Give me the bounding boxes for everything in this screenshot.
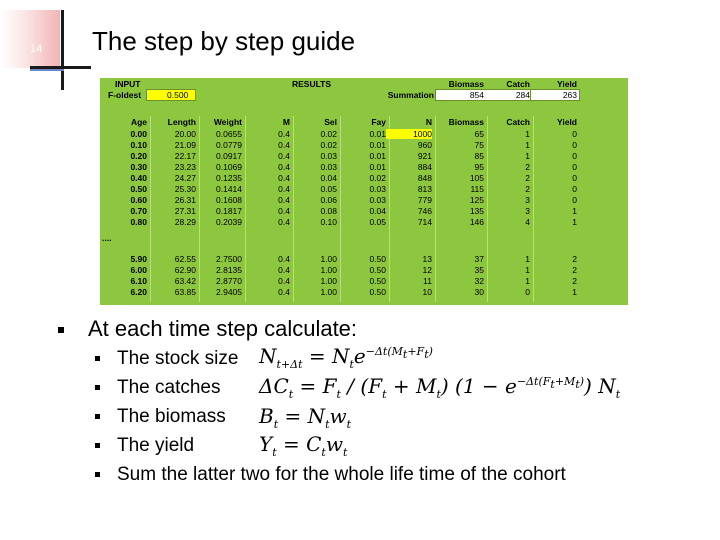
table-cell: 779 xyxy=(417,195,432,205)
yield-formula: $Y_t = C_tw_t$ xyxy=(259,432,348,459)
sub-bullet-marker xyxy=(95,472,100,477)
table-cell: 0.01 xyxy=(369,151,386,161)
title-accent-rule xyxy=(30,69,64,71)
table-cell: 1 xyxy=(572,217,577,227)
table-cell: 1 xyxy=(525,151,530,161)
table-cell: 24.27 xyxy=(174,173,196,183)
table-cell: 0.05 xyxy=(320,184,337,194)
table-cell: 13 xyxy=(422,254,432,264)
table-cell: 0.4 xyxy=(278,162,290,172)
table-cell: 813 xyxy=(417,184,432,194)
table-cell: 0.10 xyxy=(320,217,337,227)
table-cell: 0.1608 xyxy=(216,195,242,205)
table-cell: 2 xyxy=(525,184,530,194)
table-cell: 135 xyxy=(469,206,484,216)
table-cell: 1 xyxy=(525,276,530,286)
table-cell: 0.70 xyxy=(130,206,147,216)
table-cell: 0 xyxy=(525,287,530,297)
table-cell: 4 xyxy=(525,217,530,227)
bullet-biomass: The biomass xyxy=(117,406,226,427)
table-cell: 848 xyxy=(417,173,432,183)
table-cell: 0.4 xyxy=(278,195,290,205)
table-cell: 0.4 xyxy=(278,206,290,216)
table-cell: 0.03 xyxy=(369,195,386,205)
title-vertical-rule xyxy=(61,10,64,90)
table-cell: 0.50 xyxy=(369,254,386,264)
table-cell: 0.0917 xyxy=(216,151,242,161)
table-cell: 0 xyxy=(572,184,577,194)
summary-header-cell: Yield xyxy=(557,79,577,89)
table-cell: 12 xyxy=(422,265,432,275)
sub-bullet-marker xyxy=(95,414,100,419)
bullet-catches: The catches xyxy=(117,377,221,398)
table-cell: 0.10 xyxy=(130,140,147,150)
table-cell: 0.02 xyxy=(320,140,337,150)
table-cell: 0.4 xyxy=(278,140,290,150)
table-cell: 2 xyxy=(572,276,577,286)
table-cell: 0.50 xyxy=(369,265,386,275)
table-cell: 6.00 xyxy=(130,265,147,275)
table-cell: 0.01 xyxy=(369,162,386,172)
table-cell: 0.20 xyxy=(130,151,147,161)
table-cell: 0.04 xyxy=(320,173,337,183)
column-header-cell: Age xyxy=(130,117,147,127)
table-cell: 2 xyxy=(525,173,530,183)
table-cell: 0.4 xyxy=(278,276,290,286)
f-oldest-value: 0.500 xyxy=(147,90,195,100)
table-cell: 3 xyxy=(525,195,530,205)
bullet-sum: Sum the latter two for the whole life time of the cohort xyxy=(117,464,566,485)
table-cell: 30 xyxy=(474,287,484,297)
summary-value-cell: 284 xyxy=(515,90,530,100)
table-cell: 0.4 xyxy=(278,173,290,183)
table-cell: 0 xyxy=(572,162,577,172)
table-cell: 0.03 xyxy=(320,162,337,172)
table-cell: 0.1069 xyxy=(216,162,242,172)
table-cell: 884 xyxy=(417,162,432,172)
table-cell: 1.00 xyxy=(320,287,337,297)
bullet-yield: The yield xyxy=(117,435,195,456)
stock-size-formula: $N_{t+\Delta t} = N_te^{-\Delta t(M_t+F_t)}$ xyxy=(259,344,433,371)
table-cell: 1.00 xyxy=(320,276,337,286)
table-cell: 0.03 xyxy=(369,184,386,194)
table-cell: 0.06 xyxy=(320,195,337,205)
table-cell: 0.05 xyxy=(369,217,386,227)
table-cell: 0.80 xyxy=(130,217,147,227)
table-cell: 0.50 xyxy=(369,276,386,286)
table-cell: 2.8135 xyxy=(216,265,242,275)
column-header-cell: Sel xyxy=(324,117,337,127)
summary-value-cell: 854 xyxy=(469,90,484,100)
table-cell: 0.01 xyxy=(369,140,386,150)
sub-bullet-marker xyxy=(95,356,100,361)
column-header-cell: Fay xyxy=(371,117,386,127)
bullet-stock-size: The stock size xyxy=(117,348,239,369)
table-cell: 21.09 xyxy=(174,140,196,150)
sub-bullet-marker xyxy=(95,443,100,448)
table-cell: 0.4 xyxy=(278,129,290,139)
table-cell: 125 xyxy=(469,195,484,205)
table-cell: 32 xyxy=(474,276,484,286)
table-cell: 27.31 xyxy=(174,206,196,216)
slide-number: 14 xyxy=(30,43,43,55)
table-cell: 75 xyxy=(474,140,484,150)
table-cell: 0 xyxy=(572,140,577,150)
table-cell: 35 xyxy=(474,265,484,275)
summary-header-cell: Catch xyxy=(506,79,530,89)
slide-title: The step by step guide xyxy=(92,26,356,56)
table-cell: 1 xyxy=(525,140,530,150)
input-label: INPUT xyxy=(115,79,141,89)
table-cell: 0 xyxy=(572,151,577,161)
column-header-cell: M xyxy=(282,117,290,127)
rows-ellipsis: .... xyxy=(102,233,112,243)
table-cell: 10 xyxy=(422,287,432,297)
table-cell: 63.42 xyxy=(174,276,196,286)
table-cell: 146 xyxy=(469,217,484,227)
table-cell: 11 xyxy=(423,276,432,286)
table-cell: 1.00 xyxy=(320,265,337,275)
column-header-cell: Length xyxy=(167,117,196,127)
table-cell: 115 xyxy=(470,184,484,194)
table-cell: 2 xyxy=(525,162,530,172)
table-cell: 0.1817 xyxy=(216,206,242,216)
table-cell: 1 xyxy=(525,265,530,275)
table-cell: 0.4 xyxy=(278,265,290,275)
table-cell: 37 xyxy=(474,254,484,264)
table-cell: 0.03 xyxy=(320,151,337,161)
column-header-cell: Catch xyxy=(506,117,530,127)
table-cell: 0.2039 xyxy=(216,217,242,227)
table-cell: 0.4 xyxy=(278,151,290,161)
column-header-cell: Yield xyxy=(557,117,577,127)
table-cell: 105 xyxy=(469,173,484,183)
table-cell: 0 xyxy=(572,173,577,183)
table-cell: 2 xyxy=(572,265,577,275)
table-cell: 62.90 xyxy=(174,265,196,275)
table-cell: 0.4 xyxy=(278,184,290,194)
table-cell: 2 xyxy=(572,254,577,264)
table-cell: 0.40 xyxy=(130,173,147,183)
table-cell: 960 xyxy=(417,140,432,150)
table-cell: 20.00 xyxy=(174,129,196,139)
table-cell: 62.55 xyxy=(174,254,196,264)
table-cell: 0.4 xyxy=(278,287,290,297)
table-cell: 714 xyxy=(417,217,432,227)
table-cell: 0.00 xyxy=(130,129,147,139)
table-cell: 26.31 xyxy=(174,195,196,205)
table-cell: 0.4 xyxy=(278,254,290,264)
table-cell: 2.8770 xyxy=(216,276,242,286)
table-cell: 1 xyxy=(572,206,577,216)
table-cell: 746 xyxy=(417,206,432,216)
table-cell: 0.0779 xyxy=(216,140,242,150)
table-cell: 1 xyxy=(572,287,577,297)
table-cell: 0 xyxy=(572,129,577,139)
corner-decoration xyxy=(0,10,60,68)
table-cell: 5.90 xyxy=(130,254,147,264)
table-cell: 6.20 xyxy=(130,287,147,297)
table-cell: 28.29 xyxy=(174,217,196,227)
table-cell: 0.02 xyxy=(369,173,386,183)
table-cell: 65 xyxy=(474,129,484,139)
summation-label: Summation xyxy=(387,90,434,100)
table-cell: 2.9405 xyxy=(216,287,242,297)
catch-formula: $\Delta C_t = F_t / (F_t + M_t) (1 - e^{-\Delta t(F_t+M_t)})$ $N_t$ xyxy=(259,374,621,401)
main-bullet-text: At each time step calculate: xyxy=(88,316,358,341)
table-cell: 0.50 xyxy=(130,184,147,194)
summary-value-cell: 263 xyxy=(562,90,577,100)
spreadsheet-table xyxy=(100,78,628,305)
table-cell: 25.30 xyxy=(174,184,196,194)
table-cell: 0.0655 xyxy=(216,129,242,139)
table-cell: 0.01 xyxy=(369,129,386,139)
summary-header-cell: Biomass xyxy=(448,79,484,89)
results-label: RESULTS xyxy=(292,79,332,89)
table-cell: 1000 xyxy=(413,129,432,139)
sub-bullet-marker xyxy=(95,385,100,390)
table-cell: 0.02 xyxy=(320,129,337,139)
table-cell: 6.10 xyxy=(130,276,147,286)
column-header-cell: Biomass xyxy=(448,117,484,127)
table-cell: 0.08 xyxy=(320,206,337,216)
table-cell: 3 xyxy=(525,206,530,216)
main-bullet-marker xyxy=(58,327,64,333)
table-cell: 1 xyxy=(525,129,530,139)
table-cell: 0.50 xyxy=(369,287,386,297)
table-cell: 2.7500 xyxy=(216,254,242,264)
table-cell: 0.60 xyxy=(130,195,147,205)
f-oldest-label: F-oldest xyxy=(108,90,142,100)
table-cell: 0.04 xyxy=(369,206,386,216)
table-cell: 63.85 xyxy=(174,287,196,297)
table-cell: 0.4 xyxy=(278,217,290,227)
table-cell: 23.23 xyxy=(174,162,196,172)
table-cell: 921 xyxy=(417,151,432,161)
table-cell: 1 xyxy=(525,254,530,264)
table-cell: 0.1235 xyxy=(216,173,242,183)
table-cell: 0 xyxy=(572,195,577,205)
biomass-formula: $B_t = N_tw_t$ xyxy=(259,404,352,431)
table-cell: 85 xyxy=(474,151,484,161)
table-cell: 22.17 xyxy=(174,151,196,161)
table-cell: 0.30 xyxy=(130,162,147,172)
table-cell: 95 xyxy=(474,162,484,172)
column-header-cell: N xyxy=(425,117,432,127)
table-cell: 1.00 xyxy=(320,254,337,264)
column-header-cell: Weight xyxy=(213,117,242,127)
table-cell: 0.1414 xyxy=(216,184,242,194)
